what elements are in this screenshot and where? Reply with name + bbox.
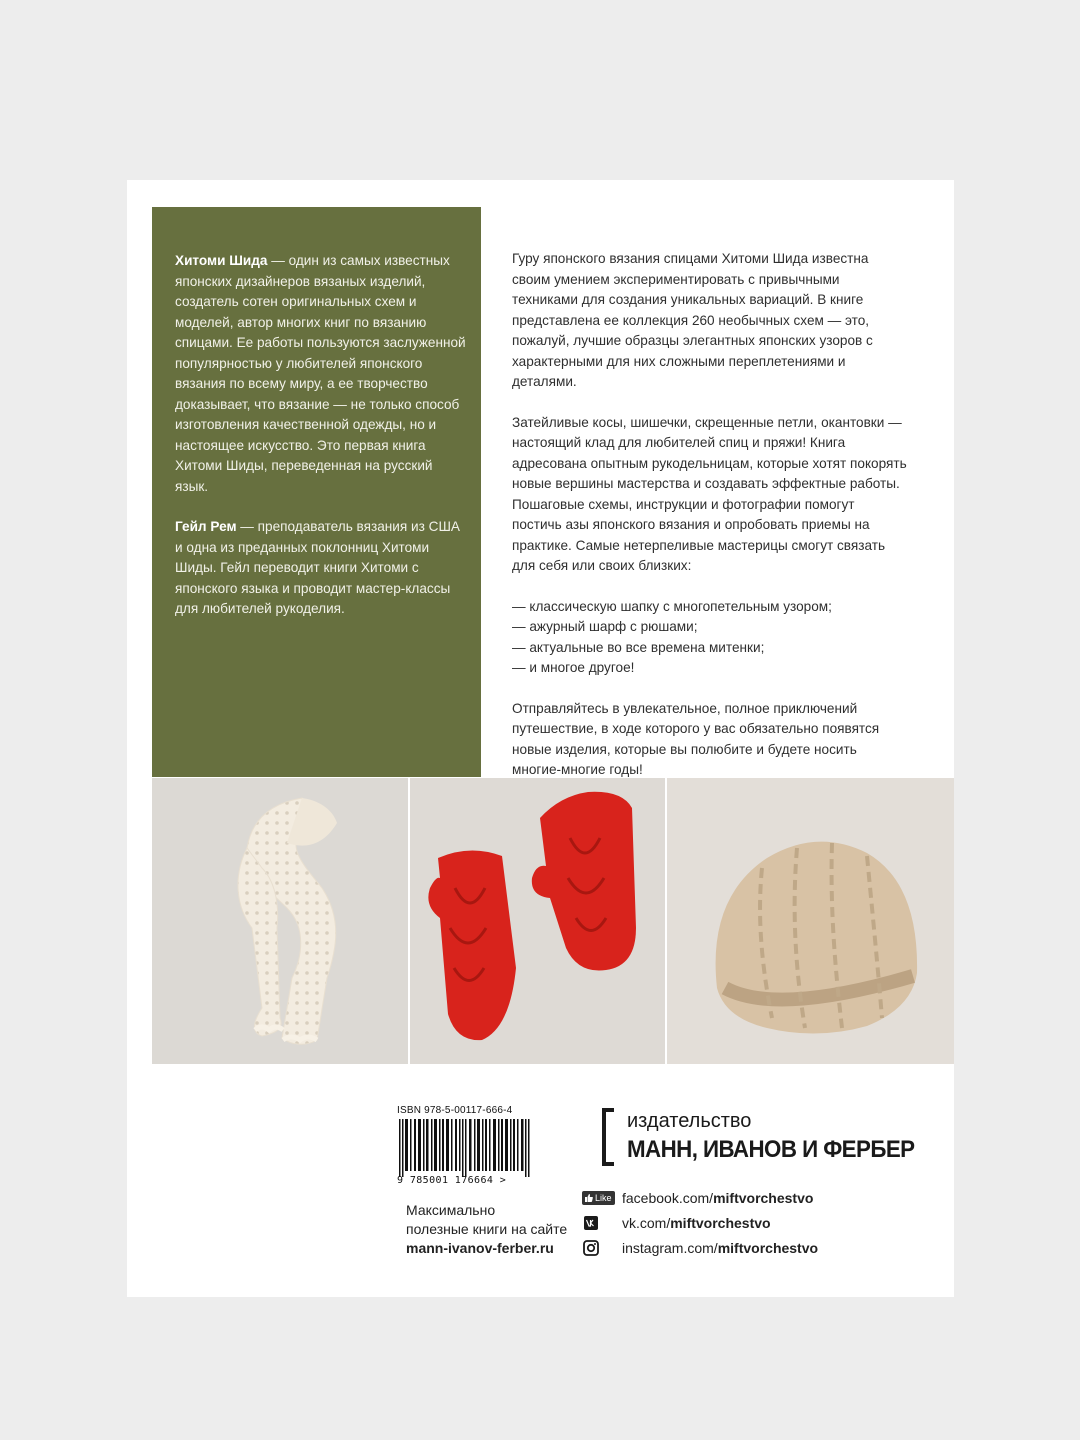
- author-bio-shida: [175, 251, 467, 497]
- list-item: — классическую шапку с многопетельным узором;: [512, 598, 832, 614]
- description-list: [512, 597, 907, 679]
- social-handle: miftvorchestvo: [670, 1215, 771, 1231]
- mittens-photo: [410, 778, 665, 1064]
- promo-line-2: полезные книги на сайте: [406, 1221, 568, 1237]
- social-instagram[interactable]: [582, 1236, 912, 1260]
- bracket-icon: [602, 1108, 614, 1166]
- social-facebook[interactable]: [582, 1186, 912, 1210]
- author-bio-box: [152, 207, 481, 777]
- author-bio-rehm: [175, 517, 467, 620]
- isbn-barcode-block: [397, 1105, 537, 1186]
- scarf-photo: [152, 778, 408, 1064]
- publisher-name: МАНН, ИВАНОВ И ФЕРБЕР: [627, 1136, 915, 1163]
- social-handle: miftvorchestvo: [717, 1240, 819, 1256]
- author-text-rehm: — преподаватель вязания из США и одна из преданных поклонниц Хитоми Шиды. Гейл переводит книги Хитоми с японского языка и проводит мастер-классы для любителей рукоделия.: [175, 519, 460, 616]
- social-vk[interactable]: [582, 1211, 912, 1235]
- thumbs-up-icon: [585, 1194, 593, 1202]
- like-badge-label: Like: [595, 1193, 612, 1203]
- barcode: [397, 1119, 532, 1177]
- social-handle: miftvorchestvo: [713, 1190, 814, 1206]
- hat-illustration: [667, 778, 954, 1064]
- author-name-shida: Хитоми Шида: [175, 253, 268, 268]
- publisher-label: издательство: [627, 1110, 752, 1132]
- social-prefix: instagram.com/: [622, 1240, 718, 1256]
- list-item: — ажурный шарф с рюшами;: [512, 619, 698, 634]
- vk-icon: [582, 1216, 622, 1230]
- social-links: [582, 1186, 912, 1261]
- isbn-digits: 9 785001 176664 >: [397, 1175, 507, 1186]
- hat-photo: [667, 778, 954, 1064]
- description-paragraph-1: Гуру японского вязания спицами Хитоми Шида известна своим умением экспериментировать с привычными техниками для создания уникальных вариаций. В книге представлена ее коллекция 260 необычных схем — это, пожалуй, лучшие образцы элегантных японских узоров с характерными для них сложными переплетениями и деталями.: [512, 251, 873, 389]
- author-name-rehm: Гейл Рем: [175, 519, 237, 534]
- promo-site-link[interactable]: mann-ivanov-ferber.ru: [406, 1240, 554, 1256]
- isbn-label: ISBN 978-5-00117-666-4: [397, 1105, 513, 1116]
- book-back-cover: [127, 180, 954, 1297]
- social-prefix: facebook.com/: [622, 1190, 714, 1206]
- list-item: — актуальные во все времена митенки;: [512, 639, 765, 655]
- mittens-illustration: [410, 778, 665, 1064]
- scarf-illustration: [152, 778, 408, 1064]
- list-item: — и многое другое!: [512, 660, 635, 675]
- social-prefix: vk.com/: [622, 1215, 671, 1231]
- instagram-icon: [582, 1240, 622, 1256]
- book-description: [512, 249, 907, 801]
- author-text-shida: — один из самых известных японских дизайнеров вязаных изделий, создатель сотен оригинальных схем и моделей, автор многих книг по вязанию спицами. Ее работы пользуются заслуженной популярностью у любителей японского вязания по всему миру, а ее творчество доказывает, что вязание — не только способ изготовления качественной одежды, но и настоящее искусство. Это первая книга Хитоми Шиды, переведенная на русский язык.: [175, 253, 466, 494]
- facebook-like-icon: [582, 1191, 622, 1205]
- description-paragraph-3: Отправляйтесь в увлекательное, полное приключений путешествие, в ходе которого у вас обязательно появятся новые изделия, которые вы полюбите и будете носить многие-многие годы!: [512, 700, 880, 777]
- website-promo: [406, 1201, 586, 1258]
- photo-strip: [152, 778, 954, 1064]
- promo-line-1: Максимально: [406, 1202, 496, 1218]
- description-paragraph-2: Затейливые косы, шишечки, скрещенные петли, окантовки — настоящий клад для любителей спиц и пряжи! Книга адресована опытным рукодельницам, которые хотят покорять новые вершины мастерства и создавать эффектные работы. Пошаговые схемы, инструкции и фотографии помогут постичь азы японского вязания и опробовать приемы на практике. Самые нетерпеливые мастерицы смогут связать для себя или своих близких:: [512, 414, 907, 573]
